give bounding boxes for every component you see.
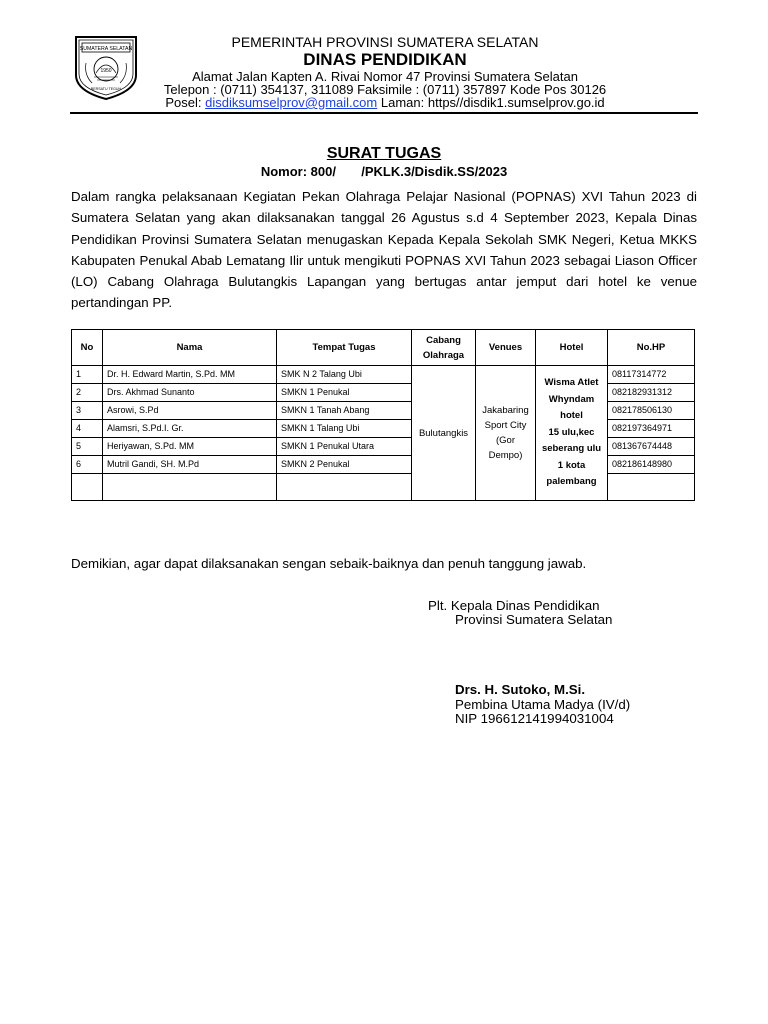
hotel-line: 15 ulu,kec: [548, 426, 595, 438]
header-no: No: [72, 330, 103, 366]
cell-empty: [72, 474, 103, 501]
svg-text:SUMATERA SELATAN: SUMATERA SELATAN: [79, 46, 133, 52]
document-number: Nomor: 800/ /PKLK.3/Disdik.SS/2023: [260, 164, 508, 179]
cell-hotel: [536, 366, 608, 501]
header-cabang-line1: Cabang: [426, 334, 461, 346]
email-link[interactable]: disdiksumselprov@gmail.com: [205, 95, 378, 110]
cell-tempat: SMKN 1 Tanah Abang: [277, 402, 412, 420]
body-paragraph: Dalam rangka pelaksanaan Kegiatan Pekan Olahraga Pelajar Nasional (POPNAS) XVI Tahun 2023 di Sumatera Selatan yang akan dilaksanakan tanggal 26 Agustus s.d 4 September 2023, Kepala Dinas Pendidikan Provinsi Sumatera Selatan menugaskan Kepada Kepala Sekolah SMK Negeri, Ketua MKKS Kabupaten Penukal Abab Lematang Ilir untuk mengikuti POPNAS XVI Tahun 2023 sebagai Liason Officer (LO) Cabang Olahraga Bulutangkis Lapangan yang bertugas antar jemput dari hotel ke venue pertandingan PP.: [71, 189, 697, 311]
cell-no: 3: [72, 402, 103, 420]
cell-nama: Drs. Akhmad Sunanto: [103, 384, 277, 402]
cell-nama: Heriyawan, S.Pd. MM: [103, 438, 277, 456]
email-label: Posel:: [165, 95, 202, 110]
agency-phone: Telepon : (0711) 354137, 311089 Faksimile : (0711) 357897 Kode Pos 30126: [163, 82, 607, 97]
header-venues: Venues: [476, 330, 536, 366]
cell-hp: 082186148980: [608, 456, 695, 474]
cell-hp: 08117314772: [608, 366, 695, 384]
cell-empty: [277, 474, 412, 501]
venue-line: Jakabaring: [482, 405, 529, 416]
header-no-hp: No.HP: [608, 330, 695, 366]
hotel-line: 1 kota: [557, 459, 586, 471]
hotel-line: Wisma Atlet: [544, 377, 599, 389]
province-emblem-logo: [70, 33, 142, 101]
svg-text:BERSATU TEGUH: BERSATU TEGUH: [90, 87, 122, 91]
cell-no: 6: [72, 456, 103, 474]
cell-tempat: SMKN 1 Talang Ubi: [277, 420, 412, 438]
venue-line: Sport City: [484, 420, 527, 431]
signatory-title: Plt. Kepala Dinas Pendidikan: [428, 598, 600, 613]
cell-hp: 082197364971: [608, 420, 695, 438]
government-name: PEMERINTAH PROVINSI SUMATERA SELATAN: [231, 34, 539, 50]
website-text: https//disdik1.sumselprov.go.id: [427, 95, 605, 110]
cell-venue: [476, 366, 536, 501]
table-row: [72, 366, 695, 384]
assignment-table: [71, 329, 695, 501]
header-hotel: Hotel: [536, 330, 608, 366]
hotel-line: palembang: [546, 476, 597, 488]
cell-nama: Asrowi, S.Pd: [103, 402, 277, 420]
header-cabang-olahraga: [412, 330, 476, 366]
document-title: SURAT TUGAS: [326, 145, 442, 162]
cell-nama: Mutril Gandi, SH. M.Pd: [103, 456, 277, 474]
cell-no: 1: [72, 366, 103, 384]
cell-nama: Dr. H. Edward Martin, S.Pd. MM: [103, 366, 277, 384]
cell-tempat: SMKN 1 Penukal: [277, 384, 412, 402]
signatory-name: Drs. H. Sutoko, M.Si.: [455, 682, 586, 697]
header-nama: Nama: [103, 330, 277, 366]
cell-cabang: Bulutangkis: [412, 366, 476, 501]
cell-tempat: SMKN 1 Penukal Utara: [277, 438, 412, 456]
header-tempat-tugas: Tempat Tugas: [277, 330, 412, 366]
venue-line: Dempo): [488, 450, 523, 461]
venue-line: (Gor: [496, 435, 515, 446]
agency-name: DINAS PENDIDIKAN: [303, 50, 467, 69]
closing-statement: Demikian, agar dapat dilaksanakan sengan sebaik-baiknya dan penuh tanggung jawab.: [71, 556, 587, 571]
cell-tempat: SMKN 2 Penukal: [277, 456, 412, 474]
signatory-province: Provinsi Sumatera Selatan: [455, 612, 613, 627]
table-header-row: [72, 330, 695, 366]
cell-empty: [103, 474, 277, 501]
cell-hp: 081367674448: [608, 438, 695, 456]
cell-no: 2: [72, 384, 103, 402]
hotel-line: seberang ulu: [541, 443, 602, 455]
cell-hp: 082182931312: [608, 384, 695, 402]
hotel-line: Whyndam: [548, 393, 595, 405]
signatory-rank: Pembina Utama Madya (IV/d): [455, 697, 631, 712]
agency-address: Alamat Jalan Kapten A. Rivai Nomor 47 Provinsi Sumatera Selatan: [192, 69, 578, 84]
cell-hp: 082178506130: [608, 402, 695, 420]
letterhead-divider: [70, 112, 698, 114]
header-cabang-line2: Olahraga: [422, 349, 465, 361]
signatory-nip: NIP 196612141994031004: [455, 711, 614, 726]
svg-text:1950: 1950: [100, 68, 112, 74]
cell-tempat: SMK N 2 Talang Ubi: [277, 366, 412, 384]
cell-no: 5: [72, 438, 103, 456]
hotel-line: hotel: [560, 410, 583, 422]
cell-nama: Alamsri, S.Pd.I. Gr.: [103, 420, 277, 438]
agency-contact: [140, 95, 630, 110]
cell-no: 4: [72, 420, 103, 438]
website-label: Laman:: [380, 95, 425, 110]
cell-empty: [608, 474, 695, 501]
